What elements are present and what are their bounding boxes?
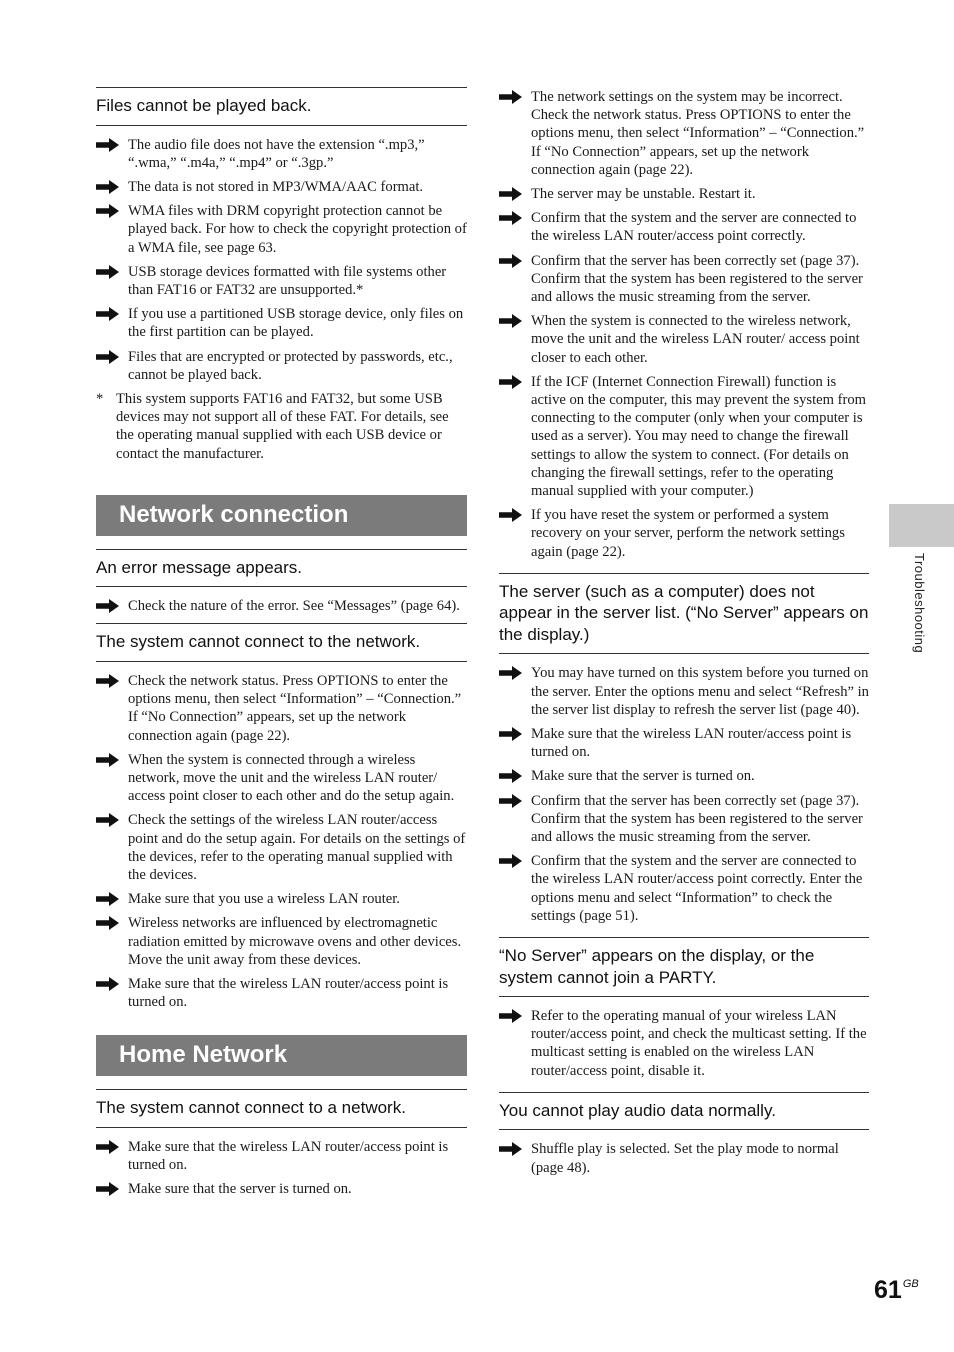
cannot-connect-heading: The system cannot connect to the network.: [96, 623, 467, 662]
list-item-text: Make sure that you use a wireless LAN router.: [128, 891, 400, 908]
arrow-right-icon: [96, 204, 119, 218]
files-list: [96, 126, 467, 384]
arrow-right-icon: [96, 1140, 119, 1154]
error-message-list: [96, 587, 467, 615]
arrow-right-icon: [96, 265, 119, 279]
left-column: [96, 0, 467, 1205]
list-item-text: Check the nature of the error. See “Messages” (page 64).: [128, 598, 460, 615]
arrow-right-icon: [96, 753, 119, 767]
list-item-text: Confirm that the system and the server are connected to the wireless LAN router/access point correctly. Enter the options menu and select “Information” to check the settings (page 51).: [531, 853, 863, 924]
arrow-right-icon: [499, 375, 522, 389]
list-item-text: USB storage devices formatted with file systems other than FAT16 or FAT32 are unsupported.*: [128, 263, 447, 298]
audio-block: [499, 1092, 869, 1177]
files-footnote: [96, 390, 467, 463]
list-item: [499, 88, 869, 179]
audio-list: [499, 1130, 869, 1176]
list-item-text: The audio file does not have the extension “.mp3,” “.wma,” “.m4a,” “.mp4” or “.3gp.”: [128, 136, 425, 171]
list-item: [499, 852, 869, 925]
footnote-mark: *: [96, 390, 104, 407]
list-item-text: Make sure that the server is turned on.: [531, 768, 755, 785]
list-item: [96, 1180, 467, 1198]
list-item-text: Confirm that the system and the server are connected to the wireless LAN router/access point correctly.: [531, 210, 857, 245]
list-item-text: The server may be unstable. Restart it.: [531, 186, 756, 203]
arrow-right-icon: [499, 211, 522, 225]
list-item: [96, 811, 467, 884]
cannot-connect-block: [96, 623, 467, 1011]
chapter-tab: [889, 504, 954, 547]
list-item-text: WMA files with DRM copyright protection cannot be played back. For how to check the copyright protection of a WMA file, see page 63.: [128, 203, 467, 256]
files-heading: Files cannot be played back.: [96, 87, 467, 126]
list-item-text: Confirm that the server has been correctly set (page 37). Confirm that the system has been registered to the server and allows the music streaming from the server.: [531, 792, 863, 845]
arrow-right-icon: [499, 254, 522, 268]
arrow-right-icon: [499, 769, 522, 783]
continued-list: [499, 78, 869, 561]
arrow-right-icon: [499, 90, 522, 104]
list-item-text: When the system is connected to the wireless network, move the unit and the wireless LAN router/ access point closer to each other.: [531, 313, 860, 366]
right-column: [499, 0, 869, 1183]
arrow-right-icon: [96, 599, 119, 613]
list-item: [96, 348, 467, 384]
list-item: [96, 263, 467, 299]
arrow-right-icon: [499, 1009, 522, 1023]
arrow-right-icon: [499, 854, 522, 868]
list-item: [499, 185, 869, 203]
list-item: [499, 792, 869, 847]
arrow-right-icon: [96, 180, 119, 194]
list-item-text: When the system is connected through a wireless network, move the unit and the wireless LAN router/ access point closer to each other and do the setup again.: [128, 751, 455, 805]
arrow-right-icon: [96, 813, 119, 827]
list-item-text: Wireless networks are influenced by electromagnetic radiation emitted by microwave ovens and other devices. Move the unit away from these devices.: [128, 915, 462, 968]
chapter-label: Troubleshooting: [912, 553, 927, 654]
party-heading: “No Server” appears on the display, or the system cannot join a PARTY.: [499, 937, 869, 997]
no-server-heading: The server (such as a computer) does not appear in the server list. (“No Server” appears on the display.): [499, 573, 869, 655]
list-item-text: Check the settings of the wireless LAN router/access point and do the setup again. For details on the settings of the devices, refer to the operating manual supplied with the devices.: [128, 812, 466, 883]
list-item-text: Check the network status. Press OPTIONS to enter the options menu, then select “Information” – “Connection.” If “No Connection” appears, set up the network connection again (page 22).: [128, 672, 462, 744]
list-item-text: The data is not stored in MP3/WMA/AAC format.: [128, 178, 424, 195]
list-item: [499, 373, 869, 500]
list-item: [499, 664, 869, 719]
list-item: [96, 136, 467, 172]
files-block: [96, 87, 467, 463]
arrow-right-icon: [499, 794, 522, 808]
list-item-text: Confirm that the server has been correctly set (page 37). Confirm that the system has been registered to the server and allows the music streaming from the server.: [531, 252, 863, 306]
arrow-right-icon: [96, 916, 119, 930]
list-item: [96, 672, 467, 745]
list-item: [499, 312, 869, 367]
home-connect-heading: The system cannot connect to a network.: [96, 1089, 467, 1128]
continued-block: [499, 78, 869, 561]
list-item: [96, 305, 467, 341]
no-server-block: [499, 573, 869, 925]
arrow-right-icon: [96, 977, 119, 991]
arrow-right-icon: [96, 350, 119, 364]
list-item: [96, 751, 467, 806]
list-item: [499, 209, 869, 245]
arrow-right-icon: [96, 892, 119, 906]
list-item-text: Files that are encrypted or protected by passwords, etc., cannot be played back.: [128, 348, 453, 383]
list-item: [96, 890, 467, 908]
arrow-right-icon: [96, 138, 119, 152]
home-connect-list: [96, 1128, 467, 1199]
list-item-text: If you use a partitioned USB storage device, only files on the first partition can be played.: [128, 306, 464, 341]
list-item-text: The network settings on the system may be incorrect. Check the network status. Press OPTIONS to enter the options menu, then select “Information” – “Connection.” If “No Connection” appears, set up the network connection again (page 22).: [531, 89, 865, 178]
party-block: [499, 937, 869, 1080]
list-item: [96, 914, 467, 969]
arrow-right-icon: [499, 187, 522, 201]
arrow-right-icon: [499, 727, 522, 741]
list-item: [499, 767, 869, 785]
home-connect-block: [96, 1089, 467, 1198]
list-item: [499, 506, 869, 561]
page-number: [874, 1276, 919, 1305]
list-item: [96, 178, 467, 196]
list-item: [499, 1007, 869, 1080]
list-item: [96, 597, 467, 615]
list-item: [499, 1140, 869, 1176]
list-item-text: Make sure that the wireless LAN router/access point is turned on.: [128, 976, 449, 1011]
page-number-suffix: GB: [902, 1278, 919, 1290]
list-item: [96, 202, 467, 257]
footnote-text: This system supports FAT16 and FAT32, but some USB devices may not support all of these FAT. For details, see the operating manual supplied with each USB device or contact the manufacturer.: [116, 390, 449, 462]
cannot-connect-list: [96, 662, 467, 1011]
list-item-text: Make sure that the wireless LAN router/access point is turned on.: [128, 1138, 449, 1174]
arrow-right-icon: [96, 1182, 119, 1196]
list-item-text: You may have turned on this system before you turned on the server. Enter the options menu and select “Refresh” in the server list display to refresh the server list (page 40).: [531, 665, 869, 718]
error-message-block: [96, 549, 467, 616]
arrow-right-icon: [499, 666, 522, 680]
list-item-text: Make sure that the wireless LAN router/access point is turned on.: [531, 725, 852, 761]
list-item: [96, 1138, 467, 1174]
arrow-right-icon: [499, 508, 522, 522]
no-server-list: [499, 654, 869, 925]
home-network-section-title: Home Network: [96, 1035, 467, 1076]
list-item: [499, 725, 869, 761]
arrow-right-icon: [499, 1142, 522, 1156]
list-item: [96, 975, 467, 1011]
error-message-heading: An error message appears.: [96, 549, 467, 588]
audio-heading: You cannot play audio data normally.: [499, 1092, 869, 1131]
page-number-value: 61: [874, 1276, 902, 1304]
list-item-text: If the ICF (Internet Connection Firewall) function is active on the computer, this may prevent the system from connecting to the computer (only when your computer is used as a server). You may need to change the firewall settings to allow the system to connect. (For details on changing the firewall settings, refer to the operating manual supplied with your computer.): [531, 373, 866, 500]
arrow-right-icon: [499, 314, 522, 328]
list-item-text: Refer to the operating manual of your wireless LAN router/access point, and check the multicast setting. If the multicast setting is enabled on the wireless LAN router/access point, disable it.: [531, 1008, 867, 1079]
list-item-text: If you have reset the system or performed a system recovery on your server, perform the network settings again (page 22).: [531, 507, 845, 560]
arrow-right-icon: [96, 307, 119, 321]
list-item-text: Shuffle play is selected. Set the play mode to normal (page 48).: [531, 1141, 839, 1176]
party-list: [499, 997, 869, 1080]
network-connection-section-title: Network connection: [96, 495, 467, 536]
list-item: [499, 252, 869, 307]
list-item-text: Make sure that the server is turned on.: [128, 1181, 352, 1198]
arrow-right-icon: [96, 674, 119, 688]
